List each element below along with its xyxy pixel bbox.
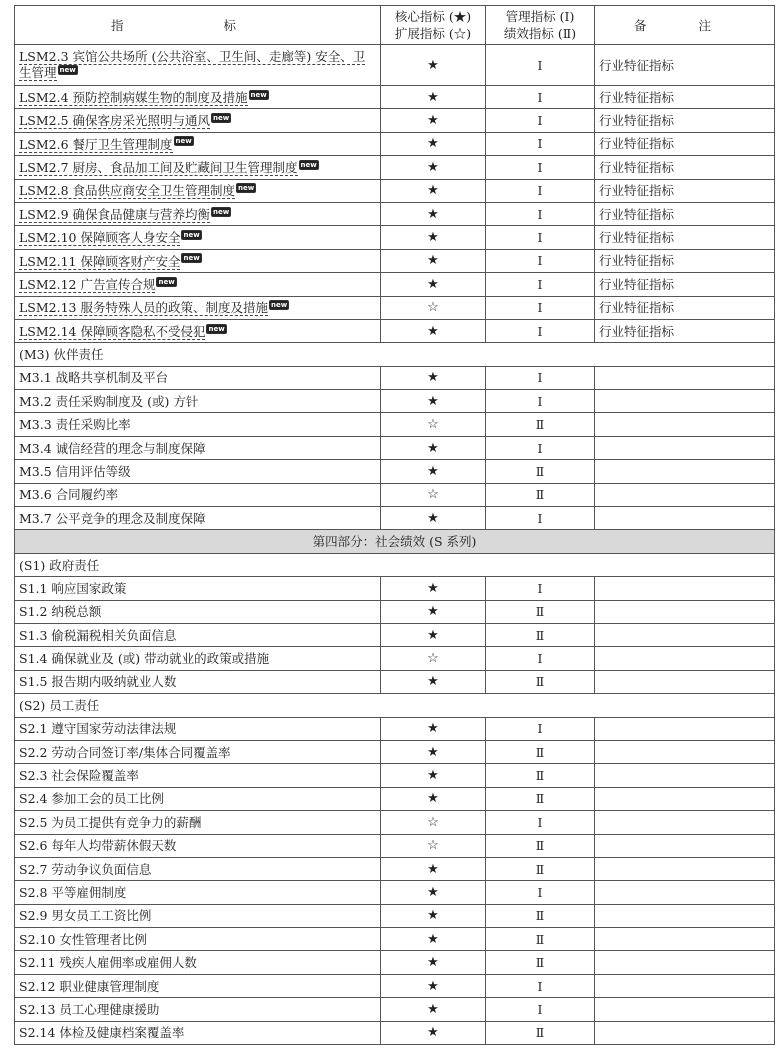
note-cell: 行业特征指标 bbox=[595, 202, 775, 225]
note-cell: 行业特征指标 bbox=[595, 86, 775, 109]
table-row bbox=[15, 1021, 775, 1044]
indicator-text: LSM2.14 保障顾客隐私不受侵犯 bbox=[19, 323, 206, 339]
table-row bbox=[15, 179, 775, 202]
core-extended-cell: ★ bbox=[381, 881, 486, 904]
management-performance-cell: Ⅰ bbox=[486, 647, 595, 670]
group-header-row bbox=[15, 694, 775, 717]
indicator-cell bbox=[15, 670, 381, 693]
indicator-text: S2.4 参加工会的员工比例 bbox=[19, 791, 164, 807]
note-cell bbox=[595, 928, 775, 951]
core-extended-cell: ★ bbox=[381, 998, 486, 1021]
indicator-cell bbox=[15, 881, 381, 904]
table-row bbox=[15, 857, 775, 880]
group-header-row bbox=[15, 343, 775, 366]
indicator-text: S2.6 每年人均带薪休假天数 bbox=[19, 838, 177, 854]
management-performance-cell: Ⅱ bbox=[486, 670, 595, 693]
note-cell bbox=[595, 717, 775, 740]
table-row bbox=[15, 109, 775, 132]
management-performance-cell: Ⅰ bbox=[486, 390, 595, 413]
management-performance-cell: Ⅰ bbox=[486, 811, 595, 834]
management-performance-cell: Ⅰ bbox=[486, 436, 595, 459]
core-extended-cell: ★ bbox=[381, 951, 486, 974]
indicator-text: M3.6 合同履约率 bbox=[19, 487, 119, 503]
note-cell bbox=[595, 904, 775, 927]
indicator-text: M3.4 诚信经营的理念与制度保障 bbox=[19, 440, 206, 456]
indicator-text: S2.5 为员工提供有竞争力的薪酬 bbox=[19, 814, 202, 830]
core-extended-cell: ★ bbox=[381, 928, 486, 951]
core-extended-cell: ★ bbox=[381, 904, 486, 927]
table-row bbox=[15, 974, 775, 997]
table-row bbox=[15, 296, 775, 319]
indicator-text: S1.2 纳税总额 bbox=[19, 604, 102, 620]
table-row bbox=[15, 717, 775, 740]
management-performance-cell: Ⅰ bbox=[486, 156, 595, 179]
management-performance-cell: Ⅱ bbox=[486, 413, 595, 436]
note-cell: 行业特征指标 bbox=[595, 273, 775, 296]
new-badge-icon: new bbox=[208, 324, 225, 333]
note-cell bbox=[595, 998, 775, 1021]
table-row bbox=[15, 811, 775, 834]
indicator-cell bbox=[15, 717, 381, 740]
core-extended-cell: ★ bbox=[381, 1021, 486, 1044]
core-extended-cell: ☆ bbox=[381, 413, 486, 436]
indicator-cell bbox=[15, 787, 381, 810]
note-cell: 行业特征指标 bbox=[595, 156, 775, 179]
note-cell bbox=[595, 647, 775, 670]
note-cell bbox=[595, 670, 775, 693]
new-badge-icon: new bbox=[250, 90, 267, 99]
table-row bbox=[15, 928, 775, 951]
indicator-cell bbox=[15, 857, 381, 880]
indicator-text: S1.5 报告期内吸纳就业人数 bbox=[19, 674, 177, 690]
indicator-cell bbox=[15, 740, 381, 763]
table-row bbox=[15, 951, 775, 974]
indicator-text: S1.1 响应国家政策 bbox=[19, 580, 127, 596]
indicator-cell bbox=[15, 132, 381, 155]
indicator-cell bbox=[15, 764, 381, 787]
management-performance-cell: Ⅱ bbox=[486, 764, 595, 787]
table-body bbox=[15, 45, 775, 1045]
note-cell: 行业特征指标 bbox=[595, 296, 775, 319]
indicator-cell bbox=[15, 507, 381, 530]
indicator-text: S1.3 偷税漏税相关负面信息 bbox=[19, 627, 177, 643]
indicator-cell bbox=[15, 460, 381, 483]
table-row bbox=[15, 670, 775, 693]
note-cell bbox=[595, 1021, 775, 1044]
note-cell bbox=[595, 834, 775, 857]
group-title: (S2) 员工责任 bbox=[15, 694, 775, 717]
indicator-cell bbox=[15, 179, 381, 202]
indicator-text: M3.5 信用评估等级 bbox=[19, 463, 131, 479]
new-badge-icon: new bbox=[213, 207, 230, 216]
table-row bbox=[15, 764, 775, 787]
table-row bbox=[15, 647, 775, 670]
indicator-text: LSM2.6 餐厅卫生管理制度 bbox=[19, 136, 173, 152]
core-extended-cell: ★ bbox=[381, 623, 486, 646]
management-performance-cell: Ⅰ bbox=[486, 881, 595, 904]
table-header bbox=[15, 6, 775, 45]
indicator-cell bbox=[15, 273, 381, 296]
management-performance-cell: Ⅰ bbox=[486, 179, 595, 202]
note-cell bbox=[595, 507, 775, 530]
indicator-text: LSM2.10 保障顾客人身安全 bbox=[19, 230, 181, 246]
table-row bbox=[15, 881, 775, 904]
management-performance-cell: Ⅱ bbox=[486, 1021, 595, 1044]
core-extended-cell: ★ bbox=[381, 460, 486, 483]
note-cell bbox=[595, 811, 775, 834]
management-performance-cell: Ⅰ bbox=[486, 109, 595, 132]
indicator-cell bbox=[15, 226, 381, 249]
table-row bbox=[15, 273, 775, 296]
indicator-cell bbox=[15, 600, 381, 623]
part-title: 第四部分：社会绩效 (S 系列) bbox=[15, 530, 775, 553]
note-cell bbox=[595, 600, 775, 623]
core-extended-cell: ☆ bbox=[381, 647, 486, 670]
group-header-row bbox=[15, 553, 775, 576]
core-extended-cell: ★ bbox=[381, 717, 486, 740]
indicator-cell bbox=[15, 998, 381, 1021]
management-performance-cell: Ⅰ bbox=[486, 226, 595, 249]
indicator-text: M3.1 战略共享机制及平台 bbox=[19, 370, 169, 386]
indicator-table-container bbox=[14, 5, 774, 1045]
note-cell: 行业特征指标 bbox=[595, 319, 775, 342]
management-performance-cell: Ⅰ bbox=[486, 998, 595, 1021]
management-performance-cell: Ⅰ bbox=[486, 366, 595, 389]
indicator-text: M3.7 公平竞争的理念及制度保障 bbox=[19, 510, 206, 526]
core-extended-cell: ★ bbox=[381, 787, 486, 810]
management-performance-cell: Ⅰ bbox=[486, 45, 595, 86]
indicator-text: LSM2.8 食品供应商安全卫生管理制度 bbox=[19, 183, 236, 199]
table-row bbox=[15, 460, 775, 483]
new-badge-icon: new bbox=[238, 184, 255, 193]
management-performance-cell: Ⅰ bbox=[486, 577, 595, 600]
management-performance-cell: Ⅰ bbox=[486, 974, 595, 997]
indicator-text: LSM2.13 服务特殊人员的政策、制度及措施 bbox=[19, 300, 268, 316]
table-row bbox=[15, 740, 775, 763]
core-extended-cell: ☆ bbox=[381, 811, 486, 834]
note-cell: 行业特征指标 bbox=[595, 249, 775, 272]
indicator-cell bbox=[15, 483, 381, 506]
indicator-cell bbox=[15, 623, 381, 646]
table-row bbox=[15, 45, 775, 86]
indicator-text: LSM2.7 厨房、食品加工间及贮藏间卫生管理制度 bbox=[19, 159, 298, 175]
header-core-extended bbox=[381, 6, 486, 45]
indicator-text: LSM2.12 广告宣传合规 bbox=[19, 276, 156, 292]
core-extended-cell: ★ bbox=[381, 109, 486, 132]
header-core-label: 核心指标 (★) bbox=[394, 9, 472, 24]
core-extended-cell: ★ bbox=[381, 202, 486, 225]
management-performance-cell: Ⅱ bbox=[486, 928, 595, 951]
core-extended-cell: ★ bbox=[381, 740, 486, 763]
management-performance-cell: Ⅱ bbox=[486, 740, 595, 763]
table-row bbox=[15, 483, 775, 506]
indicator-cell bbox=[15, 811, 381, 834]
management-performance-cell: Ⅰ bbox=[486, 132, 595, 155]
indicator-cell bbox=[15, 109, 381, 132]
management-performance-cell: Ⅰ bbox=[486, 319, 595, 342]
core-extended-cell: ★ bbox=[381, 974, 486, 997]
indicator-text: S2.14 体检及健康档案覆盖率 bbox=[19, 1025, 185, 1041]
note-cell bbox=[595, 857, 775, 880]
indicator-text: M3.2 责任采购制度及 (或) 方针 bbox=[19, 393, 199, 409]
indicator-cell bbox=[15, 1021, 381, 1044]
header-note: 备 注 bbox=[595, 6, 775, 45]
note-cell bbox=[595, 436, 775, 459]
core-extended-cell: ★ bbox=[381, 86, 486, 109]
table-row bbox=[15, 904, 775, 927]
indicator-cell bbox=[15, 647, 381, 670]
indicator-text: S2.9 男女员工工资比例 bbox=[19, 908, 152, 924]
new-badge-icon: new bbox=[183, 230, 200, 239]
core-extended-cell: ★ bbox=[381, 319, 486, 342]
indicator-text: M3.3 责任采购比率 bbox=[19, 417, 131, 433]
management-performance-cell: Ⅱ bbox=[486, 834, 595, 857]
indicator-text: S2.11 残疾人雇佣率或雇佣人数 bbox=[19, 955, 197, 971]
table-row bbox=[15, 577, 775, 600]
indicator-text: LSM2.3 宾馆公共场所 (公共浴室、卫生间、走廊等) 安全、卫生管理 bbox=[19, 48, 366, 81]
table-row bbox=[15, 436, 775, 459]
table-row bbox=[15, 623, 775, 646]
management-performance-cell: Ⅰ bbox=[486, 507, 595, 530]
indicator-text: LSM2.5 确保客房采光照明与通风 bbox=[19, 113, 211, 129]
indicator-text: S1.4 确保就业及 (或) 带动就业的政策或措施 bbox=[19, 651, 270, 667]
header-management-label: 管理指标 (Ⅰ) bbox=[505, 9, 575, 24]
indicator-text: S2.7 劳动争议负面信息 bbox=[19, 861, 152, 877]
note-cell: 行业特征指标 bbox=[595, 109, 775, 132]
indicator-text: S2.12 职业健康管理制度 bbox=[19, 978, 160, 994]
indicator-cell bbox=[15, 904, 381, 927]
note-cell bbox=[595, 974, 775, 997]
indicator-text: S2.3 社会保险覆盖率 bbox=[19, 768, 139, 784]
core-extended-cell: ★ bbox=[381, 273, 486, 296]
note-cell: 行业特征指标 bbox=[595, 45, 775, 86]
indicator-cell bbox=[15, 249, 381, 272]
new-badge-icon: new bbox=[213, 114, 230, 122]
management-performance-cell: Ⅱ bbox=[486, 951, 595, 974]
management-performance-cell: Ⅱ bbox=[486, 623, 595, 646]
indicator-cell bbox=[15, 436, 381, 459]
note-cell bbox=[595, 390, 775, 413]
group-title: (M3) 伙伴责任 bbox=[15, 343, 775, 366]
note-cell bbox=[595, 460, 775, 483]
indicator-cell bbox=[15, 577, 381, 600]
management-performance-cell: Ⅱ bbox=[486, 857, 595, 880]
indicator-cell bbox=[15, 390, 381, 413]
note-cell bbox=[595, 740, 775, 763]
table-row bbox=[15, 132, 775, 155]
new-badge-icon: new bbox=[270, 301, 288, 310]
core-extended-cell: ☆ bbox=[381, 296, 486, 319]
note-cell: 行业特征指标 bbox=[595, 132, 775, 155]
core-extended-cell: ★ bbox=[381, 45, 486, 86]
table-row bbox=[15, 998, 775, 1021]
table-row bbox=[15, 86, 775, 109]
indicator-cell bbox=[15, 413, 381, 436]
table-row bbox=[15, 202, 775, 225]
table-row bbox=[15, 226, 775, 249]
note-cell bbox=[595, 366, 775, 389]
table-row bbox=[15, 834, 775, 857]
core-extended-cell: ★ bbox=[381, 390, 486, 413]
indicator-text: S2.8 平等雇佣制度 bbox=[19, 884, 127, 900]
core-extended-cell: ★ bbox=[381, 857, 486, 880]
indicator-text: S2.1 遵守国家劳动法律法规 bbox=[19, 721, 177, 737]
header-extended-label: 扩展指标 (☆) bbox=[394, 26, 472, 41]
header-indicator: 指 标 bbox=[15, 6, 381, 45]
note-cell bbox=[595, 787, 775, 810]
core-extended-cell: ☆ bbox=[381, 834, 486, 857]
new-badge-icon: new bbox=[175, 137, 192, 146]
indicator-cell bbox=[15, 319, 381, 342]
management-performance-cell: Ⅰ bbox=[486, 86, 595, 109]
management-performance-cell: Ⅰ bbox=[486, 202, 595, 225]
table-row bbox=[15, 787, 775, 810]
table-row bbox=[15, 366, 775, 389]
note-cell bbox=[595, 413, 775, 436]
core-extended-cell: ★ bbox=[381, 764, 486, 787]
indicator-cell bbox=[15, 951, 381, 974]
indicator-cell bbox=[15, 45, 381, 86]
core-extended-cell: ★ bbox=[381, 436, 486, 459]
indicator-text: LSM2.9 确保食品健康与营养均衡 bbox=[19, 206, 211, 222]
table-row bbox=[15, 507, 775, 530]
management-performance-cell: Ⅱ bbox=[486, 904, 595, 927]
note-cell bbox=[595, 483, 775, 506]
management-performance-cell: Ⅰ bbox=[486, 296, 595, 319]
indicator-cell bbox=[15, 834, 381, 857]
new-badge-icon: new bbox=[59, 65, 76, 74]
part-header-row bbox=[15, 530, 775, 553]
note-cell bbox=[595, 951, 775, 974]
core-extended-cell: ★ bbox=[381, 226, 486, 249]
indicator-cell bbox=[15, 156, 381, 179]
core-extended-cell: ★ bbox=[381, 179, 486, 202]
note-cell: 行业特征指标 bbox=[595, 179, 775, 202]
table-row bbox=[15, 156, 775, 179]
core-extended-cell: ★ bbox=[381, 600, 486, 623]
note-cell bbox=[595, 623, 775, 646]
header-performance-label: 绩效指标 (Ⅱ) bbox=[503, 26, 577, 41]
indicator-text: LSM2.11 保障顾客财产安全 bbox=[19, 253, 181, 269]
core-extended-cell: ★ bbox=[381, 156, 486, 179]
note-cell bbox=[595, 764, 775, 787]
core-extended-cell: ★ bbox=[381, 670, 486, 693]
note-cell bbox=[595, 577, 775, 600]
indicator-text: S2.2 劳动合同签订率/集体合同覆盖率 bbox=[19, 744, 231, 760]
table-row bbox=[15, 600, 775, 623]
management-performance-cell: Ⅱ bbox=[486, 787, 595, 810]
group-title: (S1) 政府责任 bbox=[15, 553, 775, 576]
core-extended-cell: ★ bbox=[381, 366, 486, 389]
management-performance-cell: Ⅱ bbox=[486, 460, 595, 483]
management-performance-cell: Ⅱ bbox=[486, 483, 595, 506]
indicator-cell bbox=[15, 202, 381, 225]
management-performance-cell: Ⅰ bbox=[486, 273, 595, 296]
core-extended-cell: ★ bbox=[381, 577, 486, 600]
management-performance-cell: Ⅱ bbox=[486, 600, 595, 623]
indicator-text: LSM2.4 预防控制病媒生物的制度及措施 bbox=[19, 89, 248, 105]
table-row bbox=[15, 249, 775, 272]
header-management-performance bbox=[486, 6, 595, 45]
indicator-table bbox=[14, 5, 775, 1045]
new-badge-icon: new bbox=[300, 160, 317, 169]
new-badge-icon: new bbox=[158, 277, 175, 286]
table-row bbox=[15, 413, 775, 436]
core-extended-cell: ★ bbox=[381, 249, 486, 272]
core-extended-cell: ☆ bbox=[381, 483, 486, 506]
indicator-cell bbox=[15, 296, 381, 319]
indicator-cell bbox=[15, 366, 381, 389]
core-extended-cell: ★ bbox=[381, 132, 486, 155]
new-badge-icon: new bbox=[183, 254, 200, 263]
indicator-cell bbox=[15, 928, 381, 951]
table-row bbox=[15, 390, 775, 413]
core-extended-cell: ★ bbox=[381, 507, 486, 530]
note-cell bbox=[595, 881, 775, 904]
indicator-cell bbox=[15, 86, 381, 109]
indicator-text: S2.13 员工心理健康援助 bbox=[19, 1001, 160, 1017]
management-performance-cell: Ⅰ bbox=[486, 717, 595, 740]
header-row bbox=[15, 6, 775, 45]
management-performance-cell: Ⅰ bbox=[486, 249, 595, 272]
table-row bbox=[15, 319, 775, 342]
indicator-cell bbox=[15, 974, 381, 997]
indicator-text: S2.10 女性管理者比例 bbox=[19, 931, 147, 947]
note-cell: 行业特征指标 bbox=[595, 226, 775, 249]
